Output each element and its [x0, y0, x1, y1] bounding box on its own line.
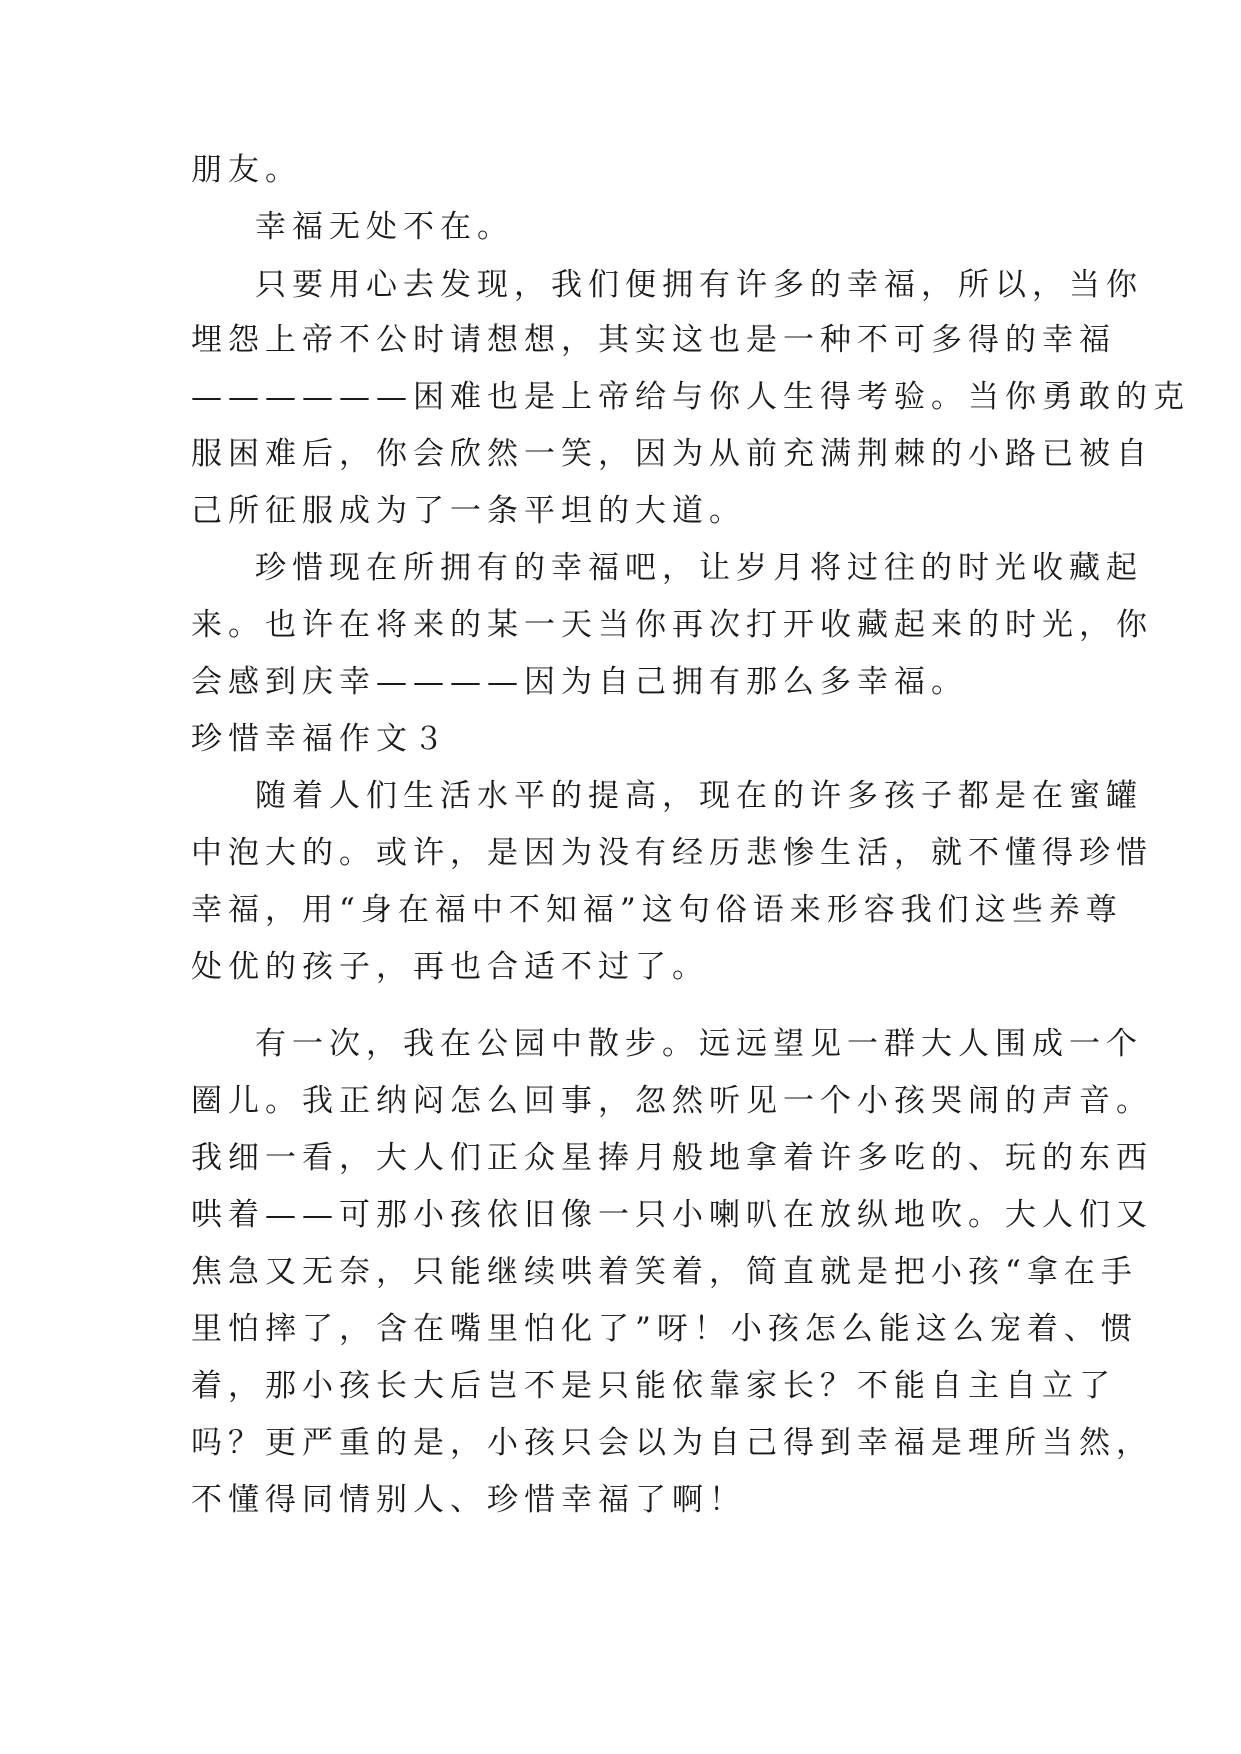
paragraph-line: 幸福，用“身在福中不知福”这句俗语来形容我们这些养尊: [191, 892, 1123, 928]
paragraph-line: 服困难后，你会欣然一笑，因为从前充满荆棘的小路已被自: [191, 436, 1153, 472]
paragraph-line: 朋友。: [191, 152, 302, 188]
paragraph-line: 里怕摔了，含在嘴里怕化了”呀！小孩怎么能这么宠着、惯: [191, 1311, 1138, 1347]
paragraph-line: 焦急又无奈，只能继续哄着笑着，简直就是把小孩“拿在手: [191, 1254, 1138, 1290]
paragraph-line: 来。也许在将来的某一天当你再次打开收藏起来的时光，你: [191, 607, 1153, 643]
paragraph-line: 珍惜现在所拥有的幸福吧，让岁月将过往的时光收藏起: [255, 550, 1143, 586]
paragraph-line: 随着人们生活水平的提高，现在的许多孩子都是在蜜罐: [255, 778, 1143, 814]
paragraph-line: 幸福无处不在。: [255, 209, 514, 245]
paragraph-line: 只要用心去发现，我们便拥有许多的幸福，所以，当你: [255, 267, 1143, 303]
paragraph-line: 中泡大的。或许，是因为没有经历悲惨生活，就不懂得珍惜: [191, 835, 1153, 871]
paragraph-line: ——————困难也是上帝给与你人生得考验。当你勇敢的克: [191, 379, 1190, 415]
paragraph-line: 处优的孩子，再也合适不过了。: [191, 949, 709, 985]
paragraph-line: 着，那小孩长大后岂不是只能依靠家长？不能自主自立了: [191, 1368, 1116, 1404]
paragraph-line: 不懂得同情别人、珍惜幸福了啊！: [191, 1482, 746, 1518]
section-heading: 珍惜幸福作文３: [191, 721, 450, 757]
paragraph-line: 埋怨上帝不公时请想想，其实这也是一种不可多得的幸福: [191, 322, 1116, 358]
paragraph-line: 会感到庆幸————因为自己拥有那么多幸福。: [191, 664, 968, 700]
paragraph-line: 己所征服成为了一条平坦的大道。: [191, 493, 746, 529]
paragraph-line: 哄着——可那小孩依旧像一只小喇叭在放纵地吹。大人们又: [191, 1197, 1153, 1233]
paragraph-line: 吗？更严重的是，小孩只会以为自己得到幸福是理所当然，: [191, 1425, 1153, 1461]
paragraph-line: 有一次，我在公园中散步。远远望见一群大人围成一个: [255, 1026, 1143, 1062]
paragraph-line: 我细一看，大人们正众星捧月般地拿着许多吃的、玩的东西: [191, 1140, 1153, 1176]
paragraph-line: 圈儿。我正纳闷怎么回事，忽然听见一个小孩哭闹的声音。: [191, 1083, 1153, 1119]
